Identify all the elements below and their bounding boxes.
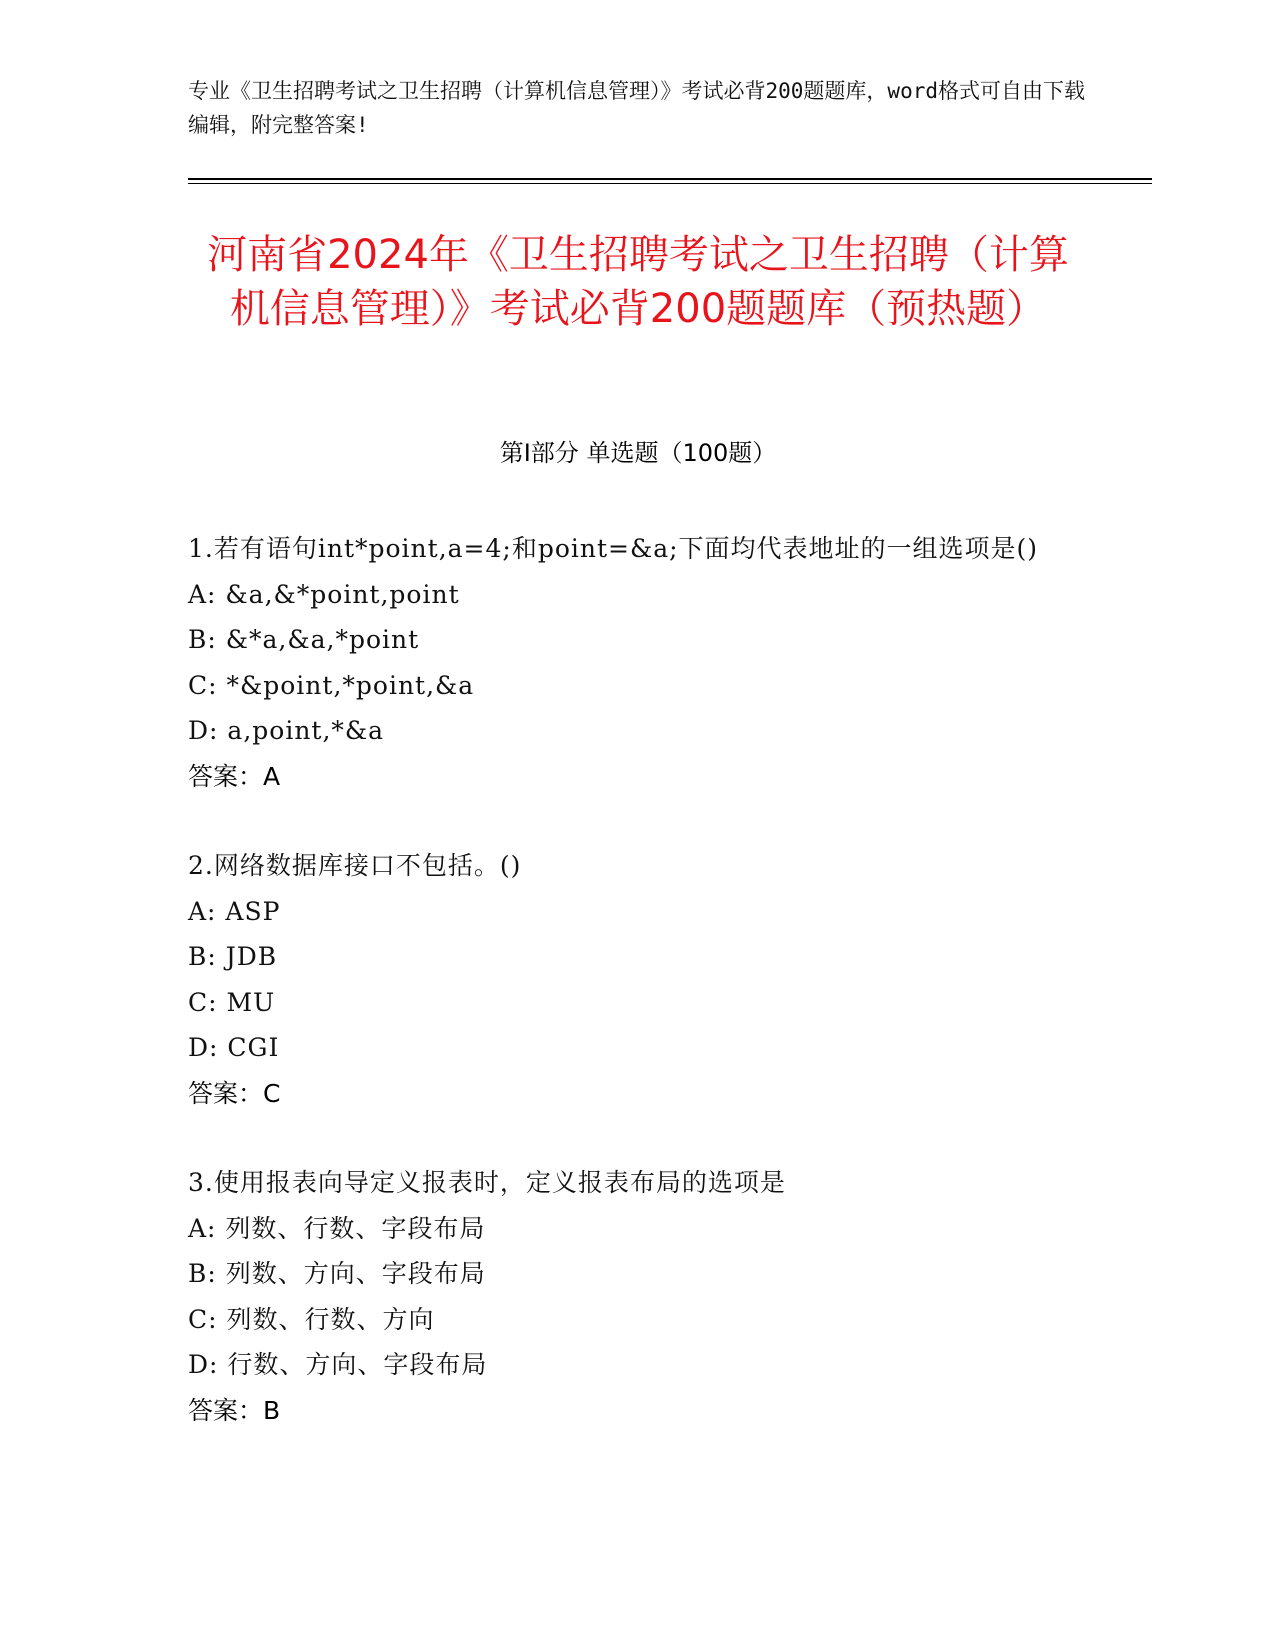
answer: 答案：C xyxy=(188,1078,281,1108)
option-b: B: 列数、方向、字段布局 xyxy=(188,1259,486,1288)
answer: 答案：B xyxy=(188,1395,281,1425)
option-c: C: *&point,*point,&a xyxy=(188,670,475,700)
option-c: C: 列数、行数、方向 xyxy=(188,1304,435,1334)
question-stem: 1.若有语句int*point,a=4;和point=&a;下面均代表地址的一组选项是() xyxy=(188,534,1039,563)
option-a: A: &a,&*point,point xyxy=(188,579,460,609)
option-b: B: &*a,&a,*point xyxy=(188,625,420,654)
header-divider-thick xyxy=(188,178,1152,180)
question-stem: 2.网络数据库接口不包括。() xyxy=(188,851,522,880)
document-title: 河南省2024年《卫生招聘考试之卫生招聘（计算机信息管理）》考试必背200题题库（预热题） xyxy=(207,232,1069,332)
answer: 答案：A xyxy=(188,761,281,791)
option-d: D: 行数、方向、字段布局 xyxy=(188,1350,488,1379)
question-list xyxy=(188,526,1088,1477)
option-d: D: CGI xyxy=(188,1033,280,1062)
question-1 xyxy=(188,526,1088,799)
question-stem: 3.使用报表向导定义报表时，定义报表布局的选项是 xyxy=(188,1168,786,1197)
section-heading: 第Ⅰ部分 单选题（100题） xyxy=(499,439,777,467)
option-c: C: MU xyxy=(188,987,276,1017)
option-b: B: JDB xyxy=(188,942,278,971)
option-a: A: 列数、行数、字段布局 xyxy=(188,1213,486,1243)
header-divider-thin xyxy=(188,183,1152,184)
header-note: 专业《卫生招聘考试之卫生招聘（计算机信息管理）》考试必背200题题库，word格式可自由下载编辑，附完整答案! xyxy=(188,79,1085,137)
question-2 xyxy=(188,843,1088,1116)
question-3 xyxy=(188,1160,1088,1433)
option-d: D: a,point,*&a xyxy=(188,716,385,745)
option-a: A: ASP xyxy=(188,896,281,926)
